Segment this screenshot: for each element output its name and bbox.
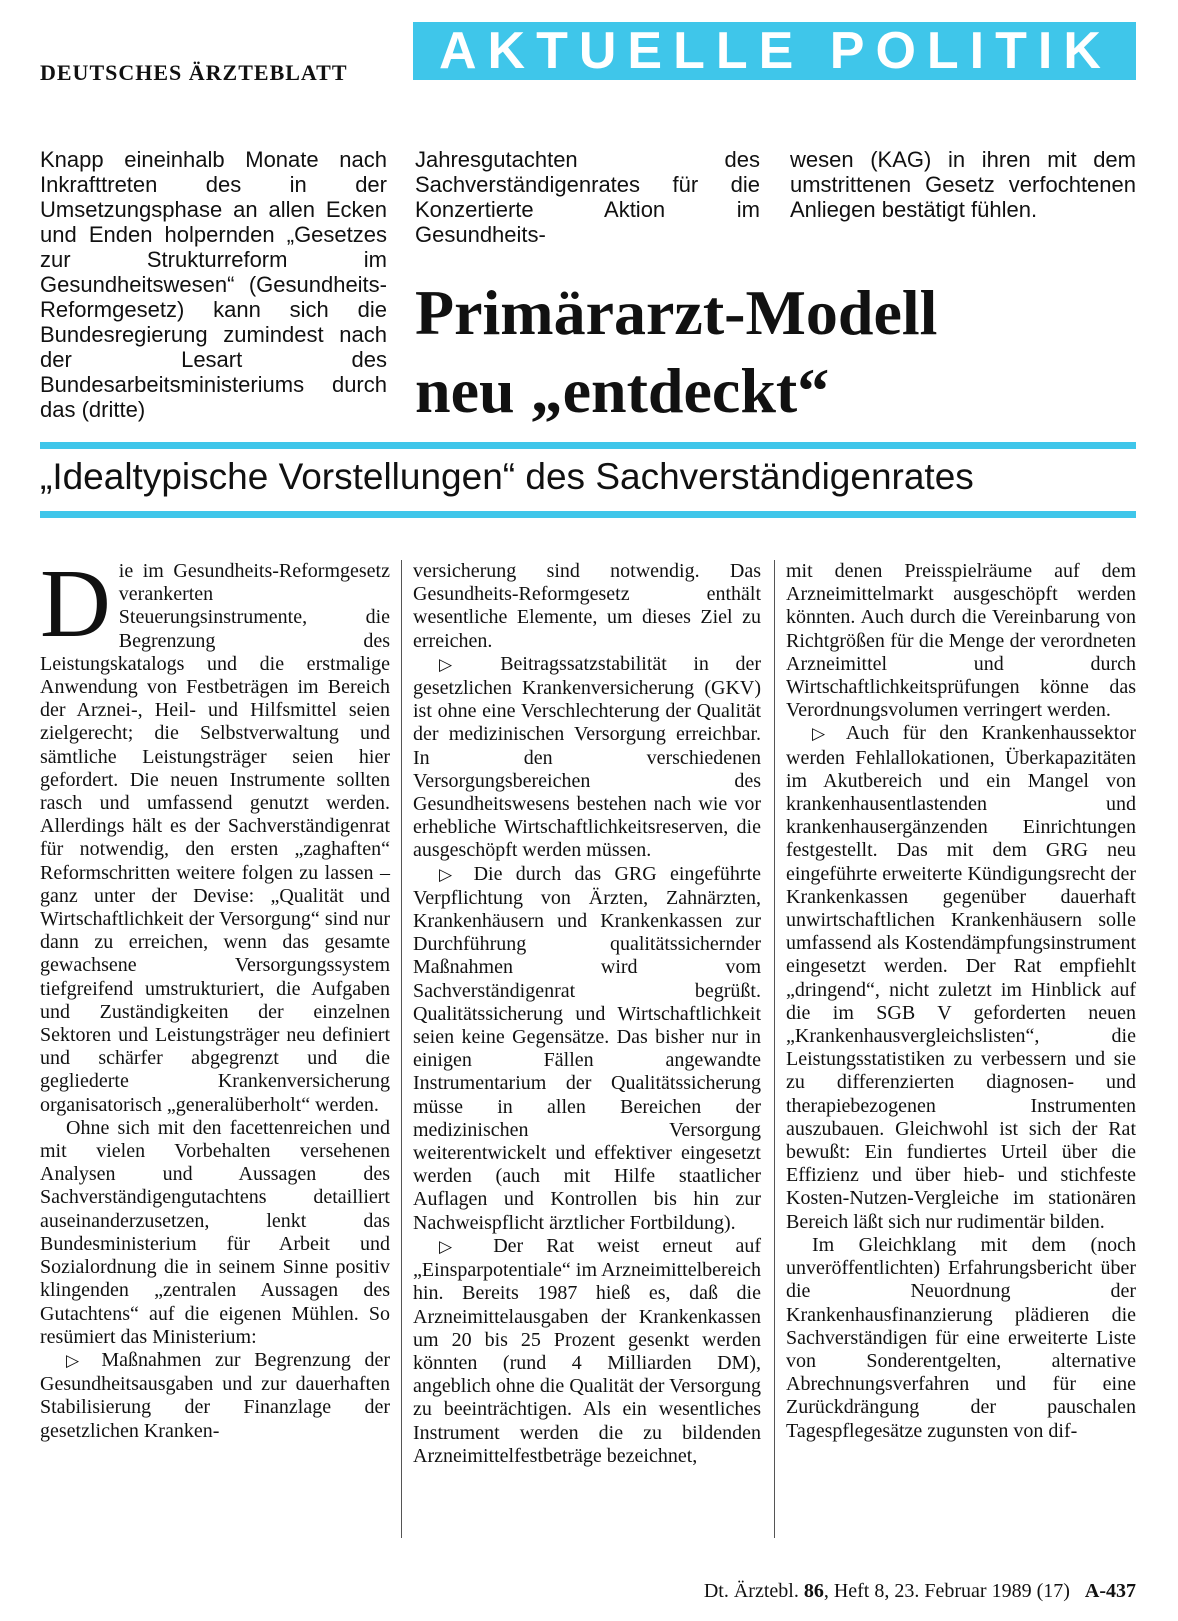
bullet-paragraph: ▷ Der Rat weist erneut auf „Einsparpotentiale“ im Arzneimittelbereich hin. Bereits 1987 hieß es, daß die Arzneimittelausgaben der Krankenkassen um 20 bis 25 Prozent gesenkt werden könnten (rund 4 Milliarden DM), angeblich ohne die Qualität der Versorgung zu beeinträchtigen. Als ein wesentliches Instrument werden die zu bildenden Arzneimittelfestbeträge bezeichnet, — [413, 1234, 762, 1467]
bullet-paragraph: ▷ Beitragssatzstabilität in der gesetzlichen Krankenversicherung (GKV) ist ohne eine Verschlechterung der Qualität der medizinischen Versorgung erreichbar. In den verschiedenen Versorgungsbereichen des Gesundheitswesens bestehen nach wie vor erhebliche Wirtschaftlichkeitsreserven, die ausgeschöpft werden müssen. — [413, 652, 762, 862]
column-divider — [774, 560, 775, 1538]
bullet-paragraph: ▷ Maßnahmen zur Begrenzung der Gesundheitsausgaben und zur dauerhaften Stabilisierung der Finanzlage der gesetzlichen Kranken- — [40, 1348, 391, 1442]
paragraph: Die im Gesundheits-Reformgesetz verankerten Steuerungsinstrumente, die Begrenzung des Leistungskatalogs und die erstmalige Anwendung von Festbeträgen im Bereich der Arznei-, Heil- und Hilfsmittel seien zielgerecht; die Selbstverwaltung und sämtliche Leistungsträger seien hier gefordert. Die neuen Instrumente sollten rasch und umfassend genutzt werden. Allerdings hält es der Sachverständigenrat für notwendig, den ersten „zaghaften“ Reformschritten weitere folgen zu lassen – ganz unter der Devise: „Qualität und Wirtschaftlichkeit der Versorgung“ sind nur dann zu erreichen, wenn das gesamte gewachsene Versorgungssystem tiefgreifend umstrukturiert, die Aufgaben und Zuständigkeiten der einzelnen Sektoren und Leistungsträger neu definiert und schärfer abgegrenzt und die gegliederte Krankenversicherung organisatorisch „generalüberholt“ werden. — [40, 550, 390, 1116]
divider-top — [40, 442, 1136, 449]
triangle-bullet-icon: ▷ — [439, 654, 474, 675]
headline — [415, 274, 1155, 430]
body-column-3 — [786, 560, 1136, 1443]
journal-name: Dt. Ärztebl. — [703, 1580, 799, 1602]
triangle-bullet-icon: ▷ — [439, 864, 461, 885]
divider-bottom — [40, 511, 1136, 518]
paragraph: versicherung sind notwendig. Das Gesundheits-Reformgesetz enthält wesentliche Elemente, um dieses Ziel zu erreichen. — [413, 560, 761, 652]
bullet-paragraph: ▷ Auch für den Krankenhaussektor werden Fehlallokationen, Überkapazitäten im Akutbereich und ein Mangel von krankenhausentlastenden und krankenhausergänzenden Einrichtungen festgestellt. Das mit dem GRG neu eingeführte erweiterte Kündigungsrecht der Krankenkassen gegenüber dauerhaft unwirtschaftlichen Krankenhäusern solle umfassend als Kostendämpfungsinstrument eingesetzt werden. Der Rat empfiehlt „dringend“, nicht zuletzt im Hinblick auf die im SGB V geforderten neuen „Krankenhausvergleichslisten“, die Leistungsstatistiken zu verbessern und sie zu differenzierten diagnosen- und therapiebezogenen Instrumenten auszubauen. Gleichwohl ist sich der Rat bewußt: Ein fundiertes Urteil über die Effizienz und über hieb- und stichfeste Kosten-Nutzen-Vergleiche im stationären Bereich läßt sich nur rudimentär bilden. — [786, 722, 1136, 1233]
issue-info: , Heft 8, 23. Februar 1989 (17) — [823, 1580, 1070, 1602]
section-banner — [413, 22, 1136, 80]
intro-column-2: Jahresgutachten des Sachverständigenrates für die Konzertierte Aktion im Gesundheits- — [415, 147, 760, 247]
paragraph: Im Gleichklang mit dem (noch unveröffentlichten) Erfahrungsbericht über die Neuordnung der Krankenhausfinanzierung plädieren die Sachverständigen für eine erweiterte Liste von Sonderentgelten, alternative Abrechnungsverfahren und für eine Zurückdrängung der pauschalen Tagespflegesätze zugunsten von dif- — [786, 1233, 1136, 1442]
body-column-2 — [413, 560, 761, 1468]
triangle-bullet-icon: ▷ — [439, 1236, 471, 1257]
paragraph: Ohne sich mit den facettenreichen und mit vielen Vorbehalten versehenen Analysen und Aussagen des Sachverständigengutachtens detailliert auseinanderzusetzen, lenkt das Bundesministerium für Arbeit und Sozialordnung die in seinem Sinne positiv klingenden „zentralen Aussagen des Gutachtens“ auf die eigenen Mühlen. So resümiert das Ministerium: — [40, 1116, 390, 1348]
volume-number: 86 — [803, 1580, 824, 1602]
body-column-1 — [40, 550, 391, 1443]
drop-cap: D — [40, 550, 111, 658]
paragraph: mit denen Preisspielräume auf dem Arzneimittelmarkt ausgeschöpft werden könnten. Auch durch die Vereinbarung von Richtgrößen für die Menge der verordneten Arzneimittel und durch Wirtschaftlichkeitsprüfungen könne das Verordnungsvolumen verringert werden. — [786, 560, 1136, 722]
intro-column-3: wesen (KAG) in ihren mit dem umstrittenen Gesetz verfochtenen Anliegen bestätigt fühlen. — [790, 147, 1136, 222]
headline-line-1: Primärarzt-Modell — [415, 277, 938, 348]
page-footer — [704, 1580, 1136, 1603]
subheadline: „Idealtypische Vorstellungen“ des Sachverständigenrates — [40, 456, 974, 497]
intro-column-1: Knapp eineinhalb Monate nach Inkrafttreten des in der Umsetzungsphase an allen Ecken und Enden holpernden „Gesetzes zur Strukturreform im Gesundheitswesen“ (Gesundheits-Reformgesetz) kann sich die Bundesregierung zumindest nach der Lesart des Bundesarbeitsministeriums durch das (dritte) — [40, 147, 387, 422]
headline-line-2: neu „entdeckt“ — [415, 355, 830, 426]
page-number: A-437 — [1084, 1580, 1136, 1602]
triangle-bullet-icon: ▷ — [812, 724, 834, 745]
bullet-paragraph: ▷ Die durch das GRG eingeführte Verpflichtung von Ärzten, Zahnärzten, Krankenhäusern und Krankenkassen zur Durchführung qualitätssichernder Maßnahmen wird vom Sachverständigenrat begrüßt. Qualitätssicherung und Wirtschaftlichkeit seien keine Gegensätze. Das bisher nur in einigen Fällen angewandte Instrumentarium der Qualitätssicherung müsse in allen Bereichen der medizinischen Versorgung weiterentwickelt und effektiver eingesetzt werden (auch mit Hilfe staatlicher Auflagen und Kontrollen bis hin zur Nachweispflicht ärztlicher Fortbildung). — [413, 862, 762, 1234]
section-title: AKTUELLE POLITIK — [439, 22, 1112, 80]
column-divider — [401, 560, 402, 1538]
masthead: DEUTSCHES ÄRZTEBLATT — [40, 60, 348, 85]
triangle-bullet-icon: ▷ — [66, 1350, 88, 1371]
